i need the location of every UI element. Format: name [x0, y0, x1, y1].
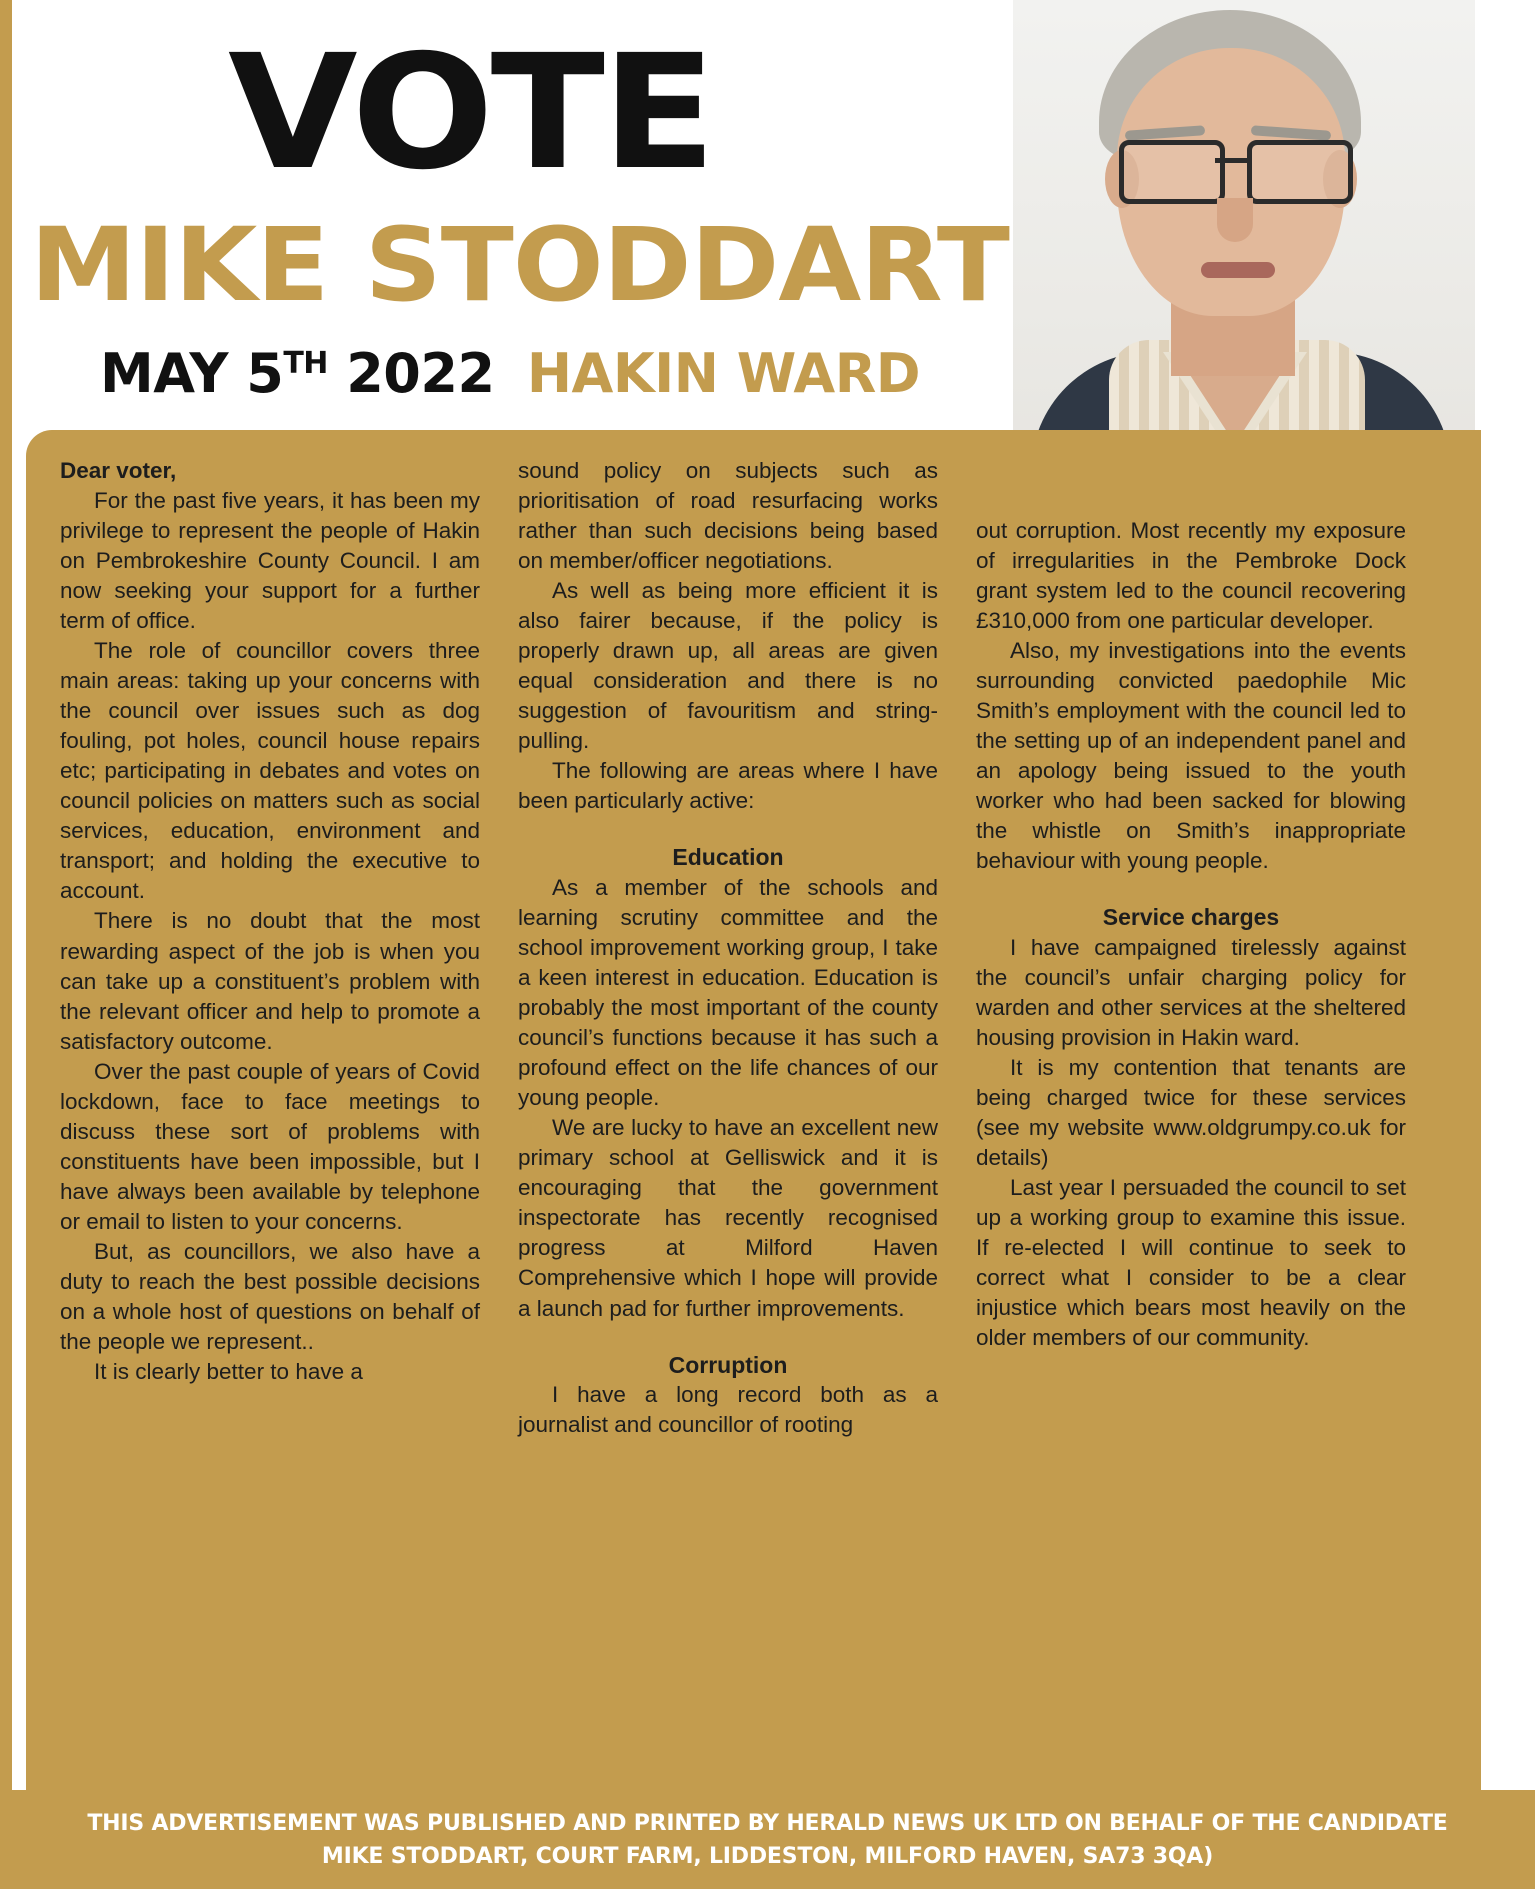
portrait-mouth: [1201, 262, 1275, 278]
paragraph: But, as councillors, we also have a duty to reach the best possible decisions on a whole host of questions on behalf of the people we represent..: [60, 1238, 480, 1354]
paragraph: The following are areas where I have been particularly active:: [518, 758, 938, 814]
election-year: 2022: [346, 342, 495, 405]
election-dateline: [100, 342, 920, 405]
paragraph: It is my contention that tenants are being charged twice for these services (see my website www.oldgrumpy.co.uk for details): [976, 1055, 1406, 1171]
paragraph: The role of councillor covers three main areas: taking up your concerns with the council over issues such as dog fouling, pot holes, council house repairs etc; participating in debates and votes on council policies on matters such as social services, education, environment and transport; and holding the executive to account.: [60, 638, 480, 904]
glasses-icon: [1117, 140, 1349, 196]
paragraph: There is no doubt that the most rewarding aspect of the job is when you can take up a constituent’s problem with the relevant officer and help to promote a satisfactory outcome.: [60, 908, 480, 1054]
paragraph: As well as being more efficient it is also fairer because, if the policy is properly drawn up, all areas are given equal consideration and there is no suggestion of favouritism and string-pulling.: [518, 578, 938, 754]
paragraph: sound policy on subjects such as prioritisation of road resurfacing works rather than such decisions being based on member/officer negotiations.: [518, 458, 938, 574]
paragraph: I have a long record both as a journalist and councillor of rooting: [518, 1382, 938, 1438]
vote-headline: VOTE: [228, 21, 713, 205]
salutation: Dear voter,: [60, 458, 177, 483]
paragraph: Also, my investigations into the events surrounding convicted paedophile Mic Smith’s employment with the council led to the setting up of an independent panel and an apology being issued to the youth worker who had been sacked for blowing the whistle on Smith’s inappropriate behaviour with young people.: [976, 638, 1406, 874]
glasses-lens-right: [1247, 140, 1353, 204]
paragraph: As a member of the schools and learning scrutiny committee and the school improvement working group, I take a keen interest in education. Education is probably the most important of the county council’s functions because it has such a profound effect on the life chances of our young people.: [518, 875, 938, 1111]
ward-name: HAKIN WARD: [526, 342, 921, 405]
section-heading-education: Education: [672, 844, 784, 871]
masthead: [0, 0, 1010, 430]
section-heading-corruption: Corruption: [668, 1351, 788, 1378]
letter-column-2: [518, 456, 938, 1440]
letter-panel: [26, 430, 1481, 1790]
glasses-lens-left: [1119, 140, 1225, 204]
section-heading-service-charges: Service charges: [1102, 904, 1280, 931]
paragraph: out corruption. Most recently my exposure of irregularities in the Pembroke Dock grant system led to the council recovering £310,000 from one particular developer.: [976, 518, 1406, 634]
imprint-footer: [0, 1790, 1535, 1889]
paragraph: Over the past couple of years of Covid lockdown, face to face meetings to discuss these sort of problems with constituents have been impossible, but I have always been available by telephone or email to listen to your concerns.: [60, 1058, 480, 1234]
letter-column-1: [60, 456, 480, 1387]
letter-columns: [26, 430, 1481, 1790]
paragraph: Last year I persuaded the council to set up a working group to examine this issue. If re-elected I will continue to seek to correct what I consider to be a clear injustice which bears most heavily on the older members of our community.: [976, 1175, 1406, 1351]
paragraph: It is clearly better to have a: [94, 1358, 363, 1384]
paragraph: For the past five years, it has been my privilege to represent the people of Hakin on Pembrokeshire County Council. I am now seeking your support for a further term of office.: [60, 488, 480, 634]
imprint-line-2: MIKE STODDART, COURT FARM, LIDDESTON, MILFORD HAVEN, SA73 3QA): [321, 1843, 1214, 1869]
date-ordinal-suffix: TH: [283, 346, 328, 381]
imprint-line-1: THIS ADVERTISEMENT WAS PUBLISHED AND PRINTED BY HERALD NEWS UK LTD ON BEHALF OF THE CANDIDATE: [87, 1810, 1448, 1836]
letter-column-3: [976, 516, 1406, 1354]
portrait-nose: [1217, 198, 1253, 242]
date-prefix: MAY 5: [100, 342, 284, 405]
glasses-bridge: [1215, 158, 1251, 163]
candidate-name-headline: MIKE STODDART: [30, 206, 1009, 325]
paragraph: I have campaigned tirelessly against the council’s unfair charging policy for warden and other services at the sheltered housing provision in Hakin ward.: [976, 935, 1406, 1051]
paragraph: We are lucky to have an excellent new primary school at Gelliswick and it is encouraging that the government inspectorate has recently recognised progress at Milford Haven Comprehensive which I hope will provide a launch pad for further improvements.: [518, 1115, 938, 1321]
